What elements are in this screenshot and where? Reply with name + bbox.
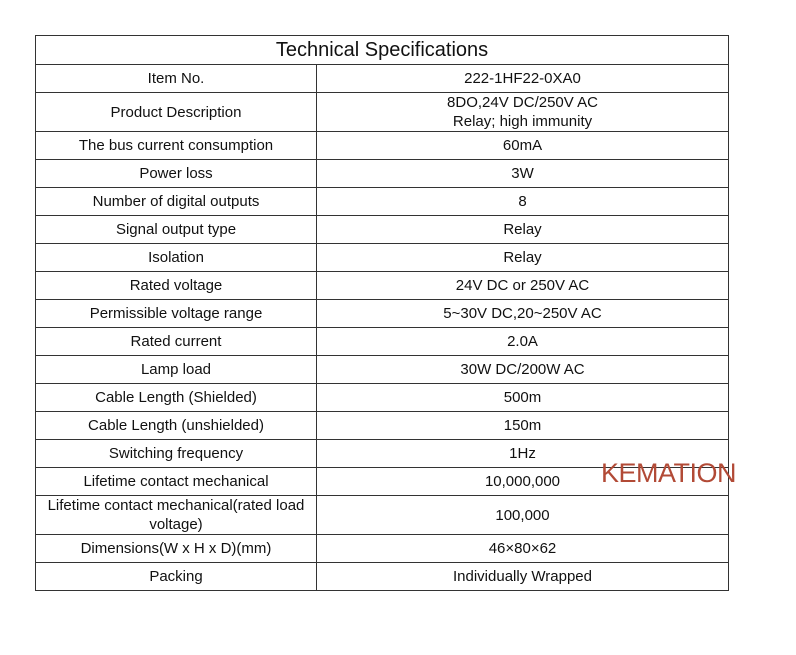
- table-row: [36, 563, 729, 591]
- table-title: Technical Specifications: [36, 36, 729, 65]
- table-row: [36, 356, 729, 384]
- table-row: [36, 188, 729, 216]
- spec-value: Individually Wrapped: [317, 563, 729, 591]
- title-row: [36, 36, 729, 65]
- table-row: [36, 93, 729, 132]
- spec-label: Signal output type: [36, 216, 317, 244]
- spec-value: 10,000,000: [317, 468, 729, 496]
- table-row: [36, 496, 729, 535]
- spec-label: Lifetime contact mechanical(rated load voltage): [36, 496, 317, 535]
- table-row: [36, 412, 729, 440]
- table-row: [36, 160, 729, 188]
- spec-label: Cable Length (unshielded): [36, 412, 317, 440]
- spec-value: 100,000: [317, 496, 729, 535]
- spec-label: Lamp load: [36, 356, 317, 384]
- spec-label: Power loss: [36, 160, 317, 188]
- spec-label: Number of digital outputs: [36, 188, 317, 216]
- spec-value: Relay: [317, 244, 729, 272]
- table-row: [36, 328, 729, 356]
- spec-label: The bus current consumption: [36, 132, 317, 160]
- spec-value: 60mA: [317, 132, 729, 160]
- spec-label: Item No.: [36, 65, 317, 93]
- table-row: [36, 535, 729, 563]
- spec-value: 3W: [317, 160, 729, 188]
- spec-label: Rated voltage: [36, 272, 317, 300]
- spec-value: 150m: [317, 412, 729, 440]
- table-row: [36, 272, 729, 300]
- spec-label: Product Description: [36, 93, 317, 132]
- spec-value: 46×80×62: [317, 535, 729, 563]
- brand-watermark: KEMATION: [601, 458, 737, 488]
- spec-value: 222-1HF22-0XA0: [317, 65, 729, 93]
- spec-label: Cable Length (Shielded): [36, 384, 317, 412]
- table-row: [36, 244, 729, 272]
- spec-value: 8: [317, 188, 729, 216]
- spec-label: Rated current: [36, 328, 317, 356]
- spec-label: Permissible voltage range: [36, 300, 317, 328]
- table-row: [36, 384, 729, 412]
- table-row: [36, 65, 729, 93]
- spec-value: 500m: [317, 384, 729, 412]
- table-row: [36, 300, 729, 328]
- spec-value: 1Hz: [317, 440, 729, 468]
- spec-value: 2.0A: [317, 328, 729, 356]
- table-row: [36, 216, 729, 244]
- spec-label: Packing: [36, 563, 317, 591]
- table-row: [36, 132, 729, 160]
- spec-value: Relay: [317, 216, 729, 244]
- spec-label: Switching frequency: [36, 440, 317, 468]
- spec-value: 30W DC/200W AC: [317, 356, 729, 384]
- spec-value: 8DO,24V DC/250V AC Relay; high immunity: [317, 93, 729, 132]
- spec-value: 24V DC or 250V AC: [317, 272, 729, 300]
- specifications-table: [35, 35, 729, 591]
- spec-label: Lifetime contact mechanical: [36, 468, 317, 496]
- spec-label: Dimensions(W x H x D)(mm): [36, 535, 317, 563]
- spec-label: Isolation: [36, 244, 317, 272]
- spec-value: 5~30V DC,20~250V AC: [317, 300, 729, 328]
